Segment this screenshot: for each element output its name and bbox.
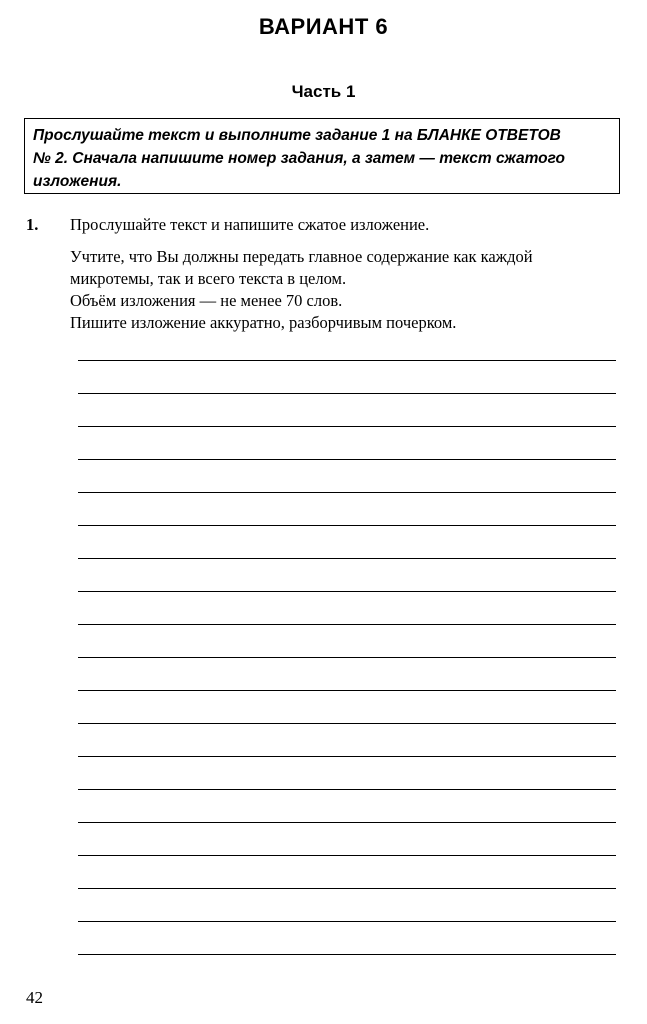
task-number: 1. — [26, 215, 39, 234]
instruction-line: изложения. — [33, 173, 122, 190]
answer-line — [78, 459, 616, 460]
task-body — [70, 214, 626, 334]
answer-line — [78, 360, 616, 361]
task-instruction-line: Учтите, что Вы должны передать главное содержание как каждой — [70, 247, 533, 266]
answer-line — [78, 822, 616, 823]
answer-line — [78, 690, 616, 691]
answer-line — [78, 723, 616, 724]
answer-line — [78, 855, 616, 856]
answer-line — [78, 591, 616, 592]
answer-line — [78, 624, 616, 625]
instruction-line: № 2. Сначала напишите номер задания, а затем — текст сжатого — [33, 150, 566, 167]
answer-line — [78, 525, 616, 526]
instruction-box — [24, 118, 620, 194]
task-instruction-line: Пишите изложение аккуратно, разборчивым почерком. — [70, 313, 457, 332]
answer-line — [78, 558, 616, 559]
task-instruction-line: Объём изложения — не менее 70 слов. — [70, 291, 343, 310]
answer-line — [78, 492, 616, 493]
task-instruction-line: микротемы, так и всего текста в целом. — [70, 269, 347, 288]
task-question: Прослушайте текст и напишите сжатое изложение. — [70, 215, 430, 234]
answer-line — [78, 921, 616, 922]
answer-line — [78, 888, 616, 889]
answer-line — [78, 393, 616, 394]
answer-line — [78, 954, 616, 955]
instruction-line: Прослушайте текст и выполните задание 1 на БЛАНКЕ ОТВЕТОВ — [33, 127, 561, 144]
part-title: Часть 1 — [291, 82, 356, 101]
answer-line — [78, 789, 616, 790]
variant-title: ВАРИАНТ 6 — [258, 14, 389, 39]
page-number: 42 — [26, 988, 43, 1007]
answer-line — [78, 426, 616, 427]
answer-line — [78, 756, 616, 757]
answer-line — [78, 657, 616, 658]
